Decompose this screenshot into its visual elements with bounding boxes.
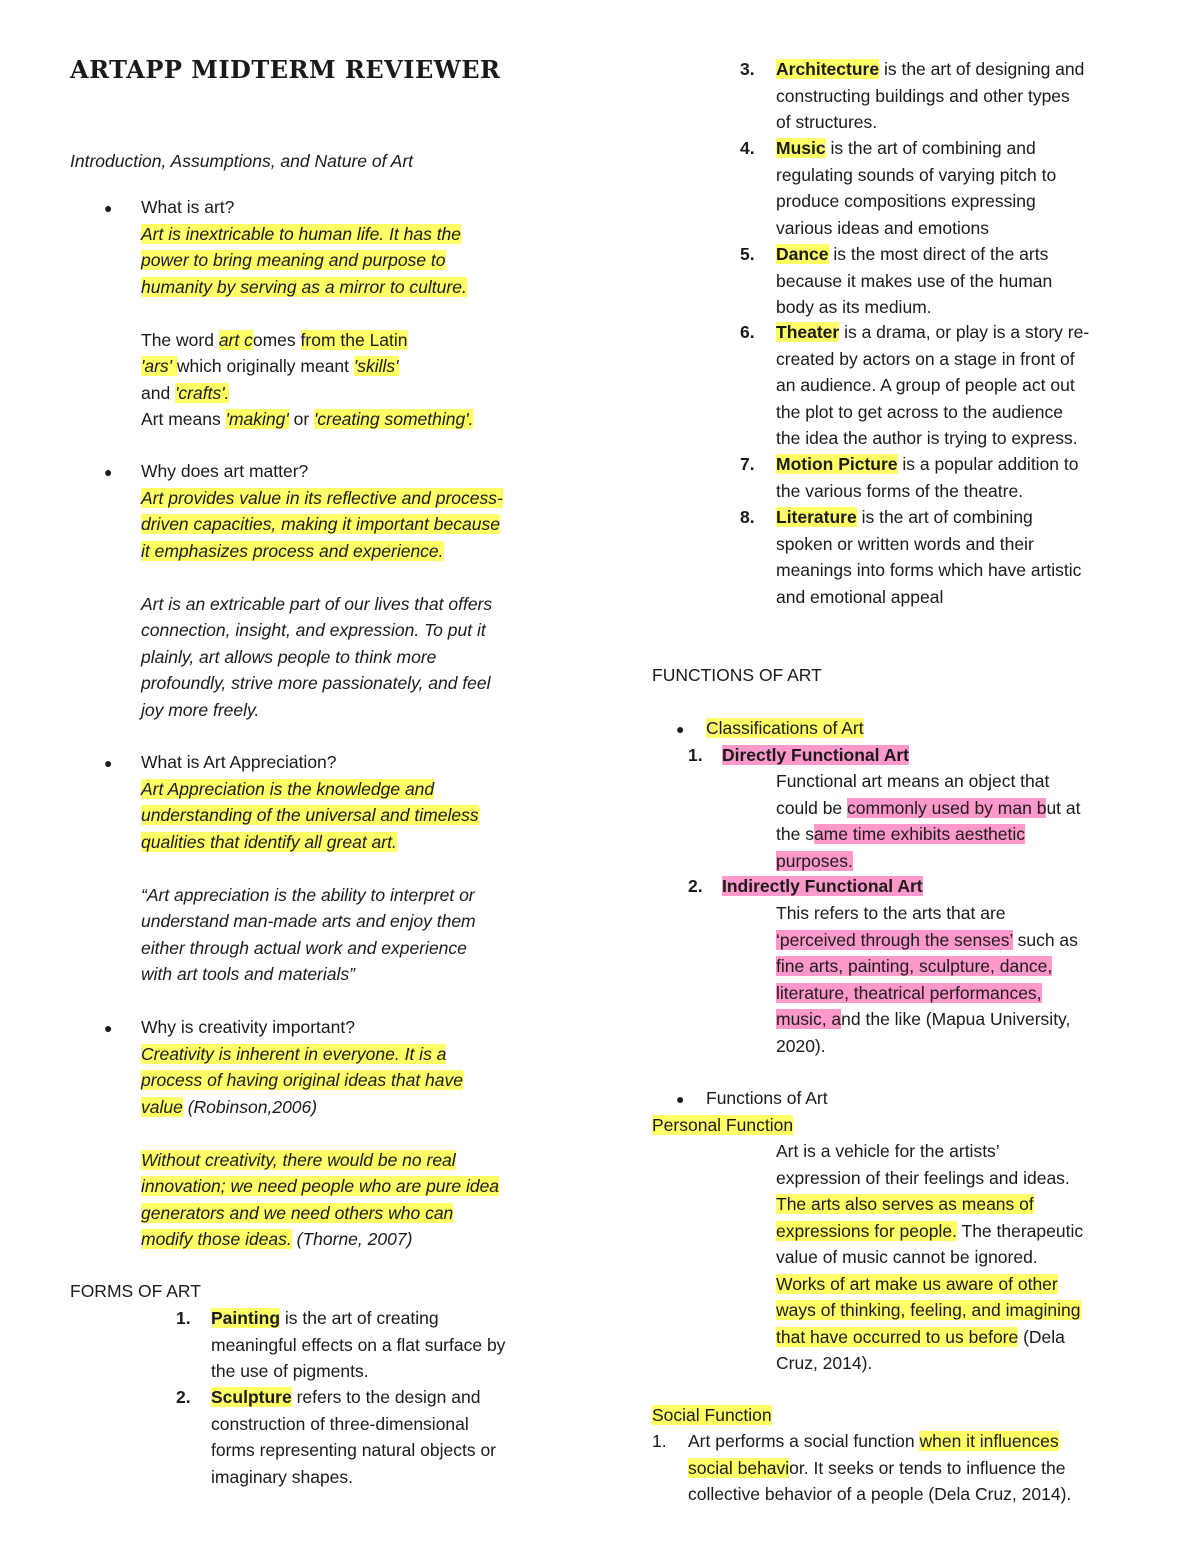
form-term: Theater bbox=[776, 322, 840, 342]
form-item-sculpture: Sculpture refers to the design and construction of three-dimensional forms representing natural objects or imaginary shapes. bbox=[211, 1387, 496, 1487]
latin-line: The word art comes from the Latin bbox=[141, 329, 408, 350]
bullet-icon: ● bbox=[676, 721, 685, 737]
paragraph-line: generators and we need others who can bbox=[141, 1202, 454, 1223]
question-label: Why does art matter? bbox=[141, 461, 309, 481]
question-art-appreciation bbox=[141, 749, 591, 988]
latin-line: Art means 'making' or 'creating something'. bbox=[141, 409, 474, 429]
form-term: Sculpture bbox=[211, 1387, 292, 1407]
citation: (Robinson,2006) bbox=[182, 1096, 318, 1117]
personal-function-label: Personal Function bbox=[652, 1115, 794, 1135]
citation: (Thorne, 2007) bbox=[291, 1229, 413, 1249]
paragraph-line: innovation; we need people who are pure idea bbox=[141, 1176, 500, 1196]
indirectly-functional-title: Indirectly Functional Art bbox=[722, 876, 923, 896]
question-what-is-art bbox=[141, 194, 591, 433]
paragraph-line: Without creativity, there would be no real bbox=[141, 1149, 456, 1170]
list-number: 1. bbox=[688, 745, 703, 765]
form-term: Architecture bbox=[776, 59, 880, 79]
latin-line: and 'crafts'. bbox=[141, 382, 230, 403]
classifications-label: Classifications of Art bbox=[706, 718, 864, 738]
latin-line: 'ars' which originally meant 'skills' bbox=[141, 356, 399, 376]
list-number: 2. bbox=[688, 876, 703, 896]
answer-line: Art Appreciation is the knowledge and bbox=[141, 778, 435, 799]
bullet-icon: ● bbox=[104, 755, 113, 771]
answer-line: understanding of the universal and timeless bbox=[141, 805, 479, 825]
form-term: Painting bbox=[211, 1308, 281, 1328]
list-number: 5. bbox=[740, 244, 755, 264]
form-term: Literature bbox=[776, 507, 857, 527]
personal-function-text: Art is a vehicle for the artists’ expression of their feelings and ideas. The arts also serves as means of expressions for people. The therapeutic value of music cannot be ignored. Works of art make us aware of other ways of thinking, feeling, and imagining that have occurred to us before (Dela Cruz, 2014). bbox=[776, 1141, 1084, 1373]
form-item-motion-picture: Motion Picture is a popular addition to the various forms of the theatre. bbox=[776, 454, 1079, 501]
answer-line: process of having original ideas that have bbox=[141, 1070, 464, 1090]
list-number: 4. bbox=[740, 138, 755, 158]
quote-line: either through actual work and experience bbox=[141, 937, 467, 958]
form-item-painting: Painting is the art of creating meaningful effects on a flat surface by the use of pigments. bbox=[211, 1308, 506, 1381]
form-item-dance: Dance is the most direct of the arts because it makes use of the human body as its medium. bbox=[776, 244, 1053, 317]
question-creativity bbox=[141, 1014, 591, 1253]
paragraph-line: plainly, art allows people to think more bbox=[141, 646, 437, 667]
answer-line: qualities that identify all great art. bbox=[141, 831, 397, 852]
form-item-architecture: Architecture is the art of designing and constructing buildings and other types of structures. bbox=[776, 59, 1085, 132]
question-label: Why is creativity important? bbox=[141, 1017, 355, 1037]
bullet-icon: ● bbox=[676, 1091, 685, 1107]
quote-line: with art tools and materials” bbox=[141, 964, 355, 984]
paragraph-line: Art is an extricable part of our lives that offers bbox=[141, 593, 493, 614]
form-term: Motion Picture bbox=[776, 454, 898, 474]
functions-heading: FUNCTIONS OF ART bbox=[652, 665, 822, 685]
form-item-music: Music is the art of combining and regulating sounds of varying pitch to produce compositions expressing various ideas and emotions bbox=[776, 138, 1057, 238]
answer-line: driven capacities, making it important because bbox=[141, 514, 500, 534]
social-function-label: Social Function bbox=[652, 1405, 772, 1425]
list-number: 7. bbox=[740, 454, 755, 474]
social-function-text: Art performs a social function when it influences social behavior. It seeks or tends to influence the collective behavior of a people (Dela Cruz, 2014). bbox=[688, 1431, 1072, 1504]
quote-line: understand man-made arts and enjoy them bbox=[141, 911, 476, 931]
paragraph-line: joy more freely. bbox=[141, 699, 260, 720]
paragraph-line: modify those ideas. bbox=[141, 1229, 292, 1249]
answer-line: Art is inextricable to human life. It has the bbox=[141, 223, 462, 244]
answer-line: Creativity is inherent in everyone. It is a bbox=[141, 1043, 447, 1064]
form-item-theater: Theater is a drama, or play is a story re- created by actors on a stage in front of an audience. A group of people act out the plot to get across to the audience the idea the author is trying to express. bbox=[776, 322, 1090, 448]
question-label: What is Art Appreciation? bbox=[141, 752, 337, 772]
document-title: ARTAPP MIDTERM REVIEWER bbox=[70, 55, 501, 84]
bullet-icon: ● bbox=[104, 1020, 113, 1036]
list-number: 6. bbox=[740, 322, 755, 342]
forms-heading: FORMS OF ART bbox=[70, 1281, 201, 1301]
form-term: Dance bbox=[776, 244, 829, 264]
answer-line: power to bring meaning and purpose to bbox=[141, 250, 446, 270]
directly-functional-title: Directly Functional Art bbox=[722, 745, 910, 765]
paragraph-line: profoundly, strive more passionately, and feel bbox=[141, 673, 491, 693]
question-why-art-matters bbox=[141, 458, 591, 723]
answer-line: humanity by serving as a mirror to culture. bbox=[141, 276, 467, 297]
answer-line: it emphasizes process and experience. bbox=[141, 540, 444, 561]
quote-line: “Art appreciation is the ability to interpret or bbox=[141, 884, 475, 905]
section-subtitle: Introduction, Assumptions, and Nature of Art bbox=[70, 151, 414, 171]
bullet-icon: ● bbox=[104, 200, 113, 216]
list-number: 8. bbox=[740, 507, 755, 527]
bullet-icon: ● bbox=[104, 464, 113, 480]
answer-line: Art provides value in its reflective and process- bbox=[141, 487, 503, 508]
answer-line: value bbox=[141, 1096, 183, 1117]
list-number: 1. bbox=[176, 1308, 191, 1328]
form-term: Music bbox=[776, 138, 826, 158]
indirectly-functional-text: This refers to the arts that are ‘perceived through the senses’ such as fine arts, painting, sculpture, dance, literature, theatrical performances, music, and the like (Mapua University, 2020). bbox=[776, 903, 1078, 1056]
list-number: 1. bbox=[652, 1431, 667, 1451]
list-number: 2. bbox=[176, 1387, 191, 1407]
form-item-literature: Literature is the art of combining spoken or written words and their meanings into forms which have artistic and emotional appeal bbox=[776, 507, 1082, 607]
list-number: 3. bbox=[740, 59, 755, 79]
directly-functional-text: Functional art means an object that could be commonly used by man but at the same time exhibits aesthetic purposes. bbox=[776, 771, 1081, 871]
functions-label: Functions of Art bbox=[706, 1088, 828, 1108]
question-label: What is art? bbox=[141, 197, 235, 217]
paragraph-line: connection, insight, and expression. To put it bbox=[141, 620, 486, 640]
